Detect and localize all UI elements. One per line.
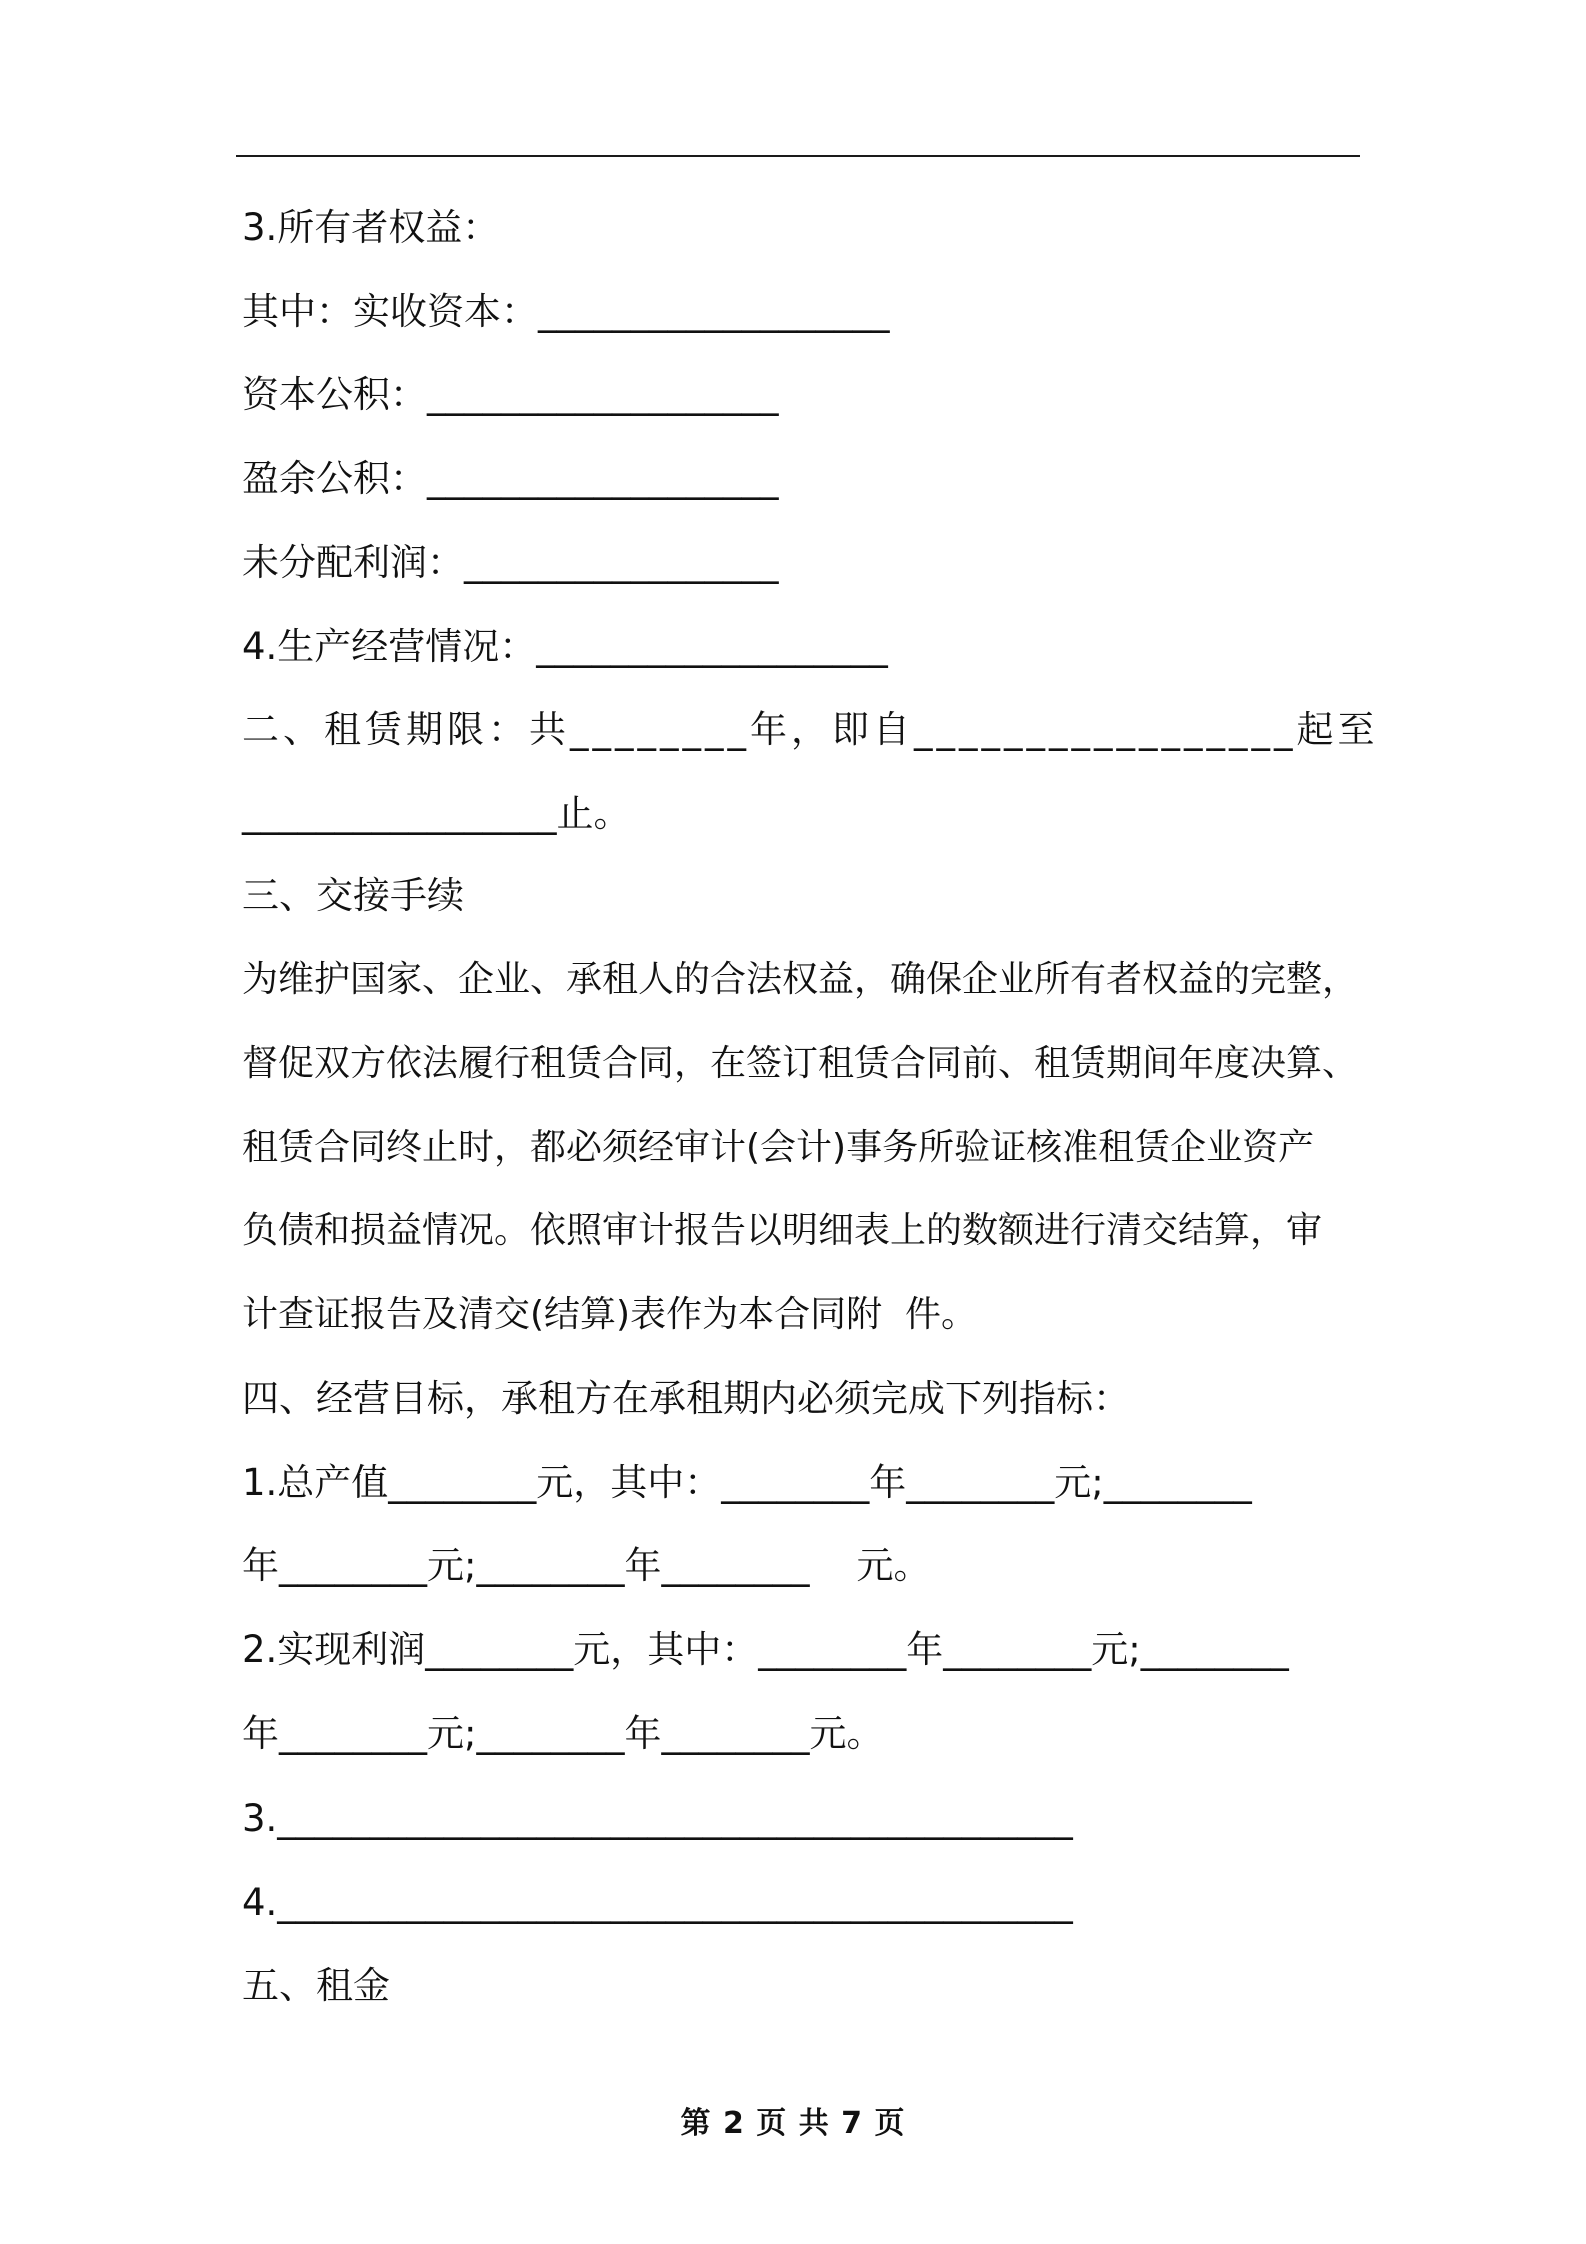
item-3-blank: 3.___________________________________________ — [242, 1797, 1073, 1840]
capital-reserve-field: 资本公积：___________________ — [242, 373, 779, 416]
handover-paragraph-line: 为维护国家、企业、承租人的合法权益，确保企业所有者权益的完整， — [242, 959, 1359, 1000]
total-output-line-cont: 年________元;________年________ 元。 — [242, 1544, 931, 1587]
handover-paragraph-line: 负债和损益情况。依照审计报告以明细表上的数额进行清交结算，审 — [242, 1210, 1323, 1251]
handover-paragraph-line: 督促双方依法履行租赁合同，在签订租赁合同前、租赁期间年度决算、 — [242, 1043, 1359, 1084]
header-rule — [236, 155, 1360, 157]
section-rent-heading: 五、租金 — [242, 1964, 390, 2007]
section-business-goals: 四、经营目标，承租方在承租期内必须完成下列指标： — [242, 1377, 1130, 1420]
undistributed-profit-field: 未分配利润：_________________ — [242, 541, 779, 584]
production-status-field: 4.生产经营情况：___________________ — [242, 625, 888, 668]
realized-profit-line: 2.实现利润________元，其中：________年________元;________ — [242, 1628, 1289, 1671]
lease-term-line: 二、租赁期限：共________年，即自_________________起至 — [242, 708, 1379, 751]
section-owner-equity: 3.所有者权益： — [242, 206, 500, 249]
handover-paragraph-line: 租赁合同终止时，都必须经审计(会计)事务所验证核准租赁企业资产 — [242, 1127, 1315, 1168]
page-footer: 第 2 页 共 7 页 — [680, 2106, 906, 2141]
surplus-reserve-field: 盈余公积：___________________ — [242, 457, 779, 500]
section-handover-heading: 三、交接手续 — [242, 874, 464, 917]
handover-paragraph-line: 计查证报告及清交(结算)表作为本合同附 件。 — [242, 1294, 977, 1335]
total-output-line: 1.总产值________元，其中：________年________元;________ — [242, 1461, 1252, 1504]
paid-in-capital-field: 其中：实收资本：___________________ — [242, 290, 890, 333]
item-4-blank: 4.___________________________________________ — [242, 1881, 1073, 1924]
lease-term-end-line: _________________止。 — [242, 792, 631, 835]
realized-profit-line-cont: 年________元;________年________元。 — [242, 1712, 884, 1755]
